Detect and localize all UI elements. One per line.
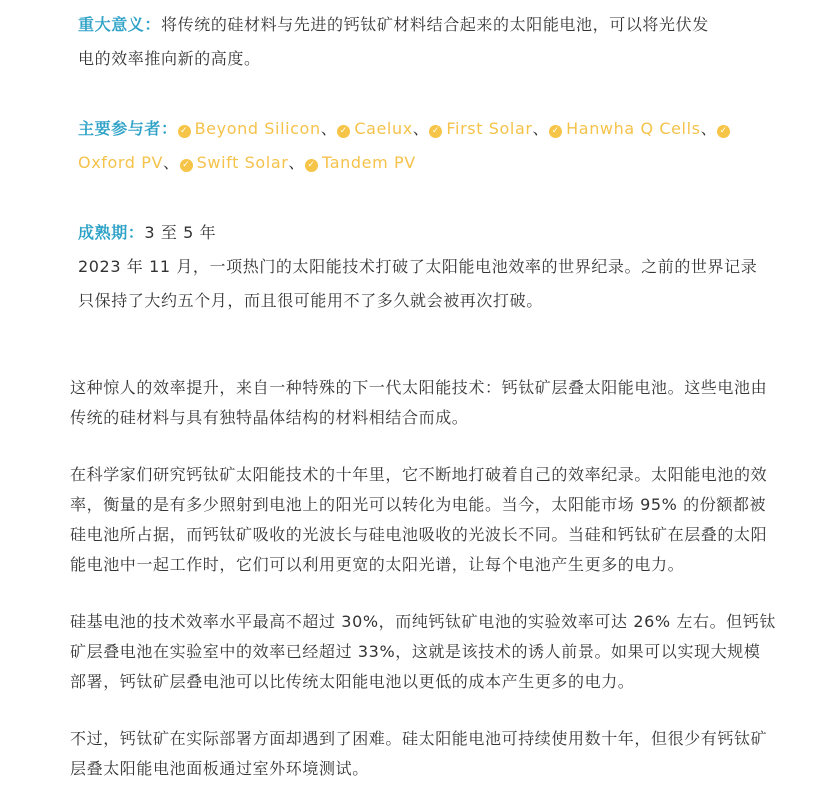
participants-block — [78, 112, 746, 180]
participants-line-2: Oxford PV、 ✓ Swift Solar、 ✓ Tandem PV — [78, 153, 416, 172]
link-badge-icon: ✓ — [305, 159, 318, 172]
maturity-line — [78, 216, 746, 250]
company-link[interactable]: ✓ Hanwha Q Cells — [549, 119, 700, 138]
paragraph: 在科学家们研究钙钛矿太阳能技术的十年里，它不断地打破着自己的效率纪录。太阳能电池的效 率，衡量的是有多少照射到电池上的阳光可以转化为电能。当今，太阳能市场 95% 的份额都被 硅电池所占据，而钙钛矿吸收的光波长与硅电池吸收的光波长不同。当硅和钙钛矿在层叠的太阳 能电池中一起工作时，它们可以利用更宽的太阳光谱，让每个电池产生更多的电力。 — [70, 465, 768, 574]
paragraph: 这种惊人的效率提升，来自一种特殊的下一代太阳能技术：钙钛矿层叠太阳能电池。这些电池由 传统的硅材料与具有独特晶体结构的材料相结合而成。 — [70, 378, 768, 427]
company-link[interactable]: ✓ Swift Solar — [180, 153, 289, 172]
link-badge-icon: ✓ — [429, 125, 442, 138]
company-link[interactable]: ✓ Caelux — [337, 119, 412, 138]
significance-line-1 — [78, 8, 746, 42]
paragraph: 硅基电池的技术效率水平最高不超过 30%，而纯钙钛矿电池的实验效率可达 26% 左右。但钙钛 矿层叠电池在实验室中的效率已经超过 33%，这就是该技术的诱人前景。如果可以实现大规模 部署，钙钛矿层叠电池可以比传统太阳能电池以更低的成本产生更多的电力。 — [70, 612, 776, 691]
company-link[interactable]: ✓ Tandem PV — [305, 153, 416, 172]
link-badge-icon: ✓ — [549, 125, 562, 138]
article-body — [70, 607, 776, 697]
link-badge-icon: ✓ — [178, 125, 191, 138]
significance-label: 重大意义： — [78, 15, 162, 34]
article-body — [70, 724, 768, 784]
participants-label: 主要参与者： — [78, 119, 178, 138]
significance-line-2 — [78, 42, 746, 76]
maturity-text-1: 2023 年 11 月，一项热门的太阳能技术打破了太阳能电池效率的世界纪录。之前的世界记录 — [78, 257, 758, 276]
maturity-value: 3 至 5 年 — [144, 223, 217, 242]
link-badge-icon: ✓ — [717, 125, 730, 138]
significance-text-1: 将传统的硅材料与先进的钙钛矿材料结合起来的太阳能电池，可以将光伏发 — [161, 15, 709, 34]
significance-text-2: 电的效率推向新的高度。 — [78, 49, 261, 68]
maturity-text-2: 只保持了大约五个月，而且很可能用不了多久就会被再次打破。 — [78, 291, 543, 310]
company-link[interactable]: Oxford PV — [78, 153, 164, 172]
article-body — [70, 373, 768, 433]
link-badge-icon: ✓ — [180, 159, 193, 172]
significance-block — [78, 8, 746, 76]
maturity-label: 成熟期： — [78, 223, 145, 242]
company-link[interactable]: ✓ Beyond Silicon — [178, 119, 321, 138]
maturity-block — [78, 216, 758, 318]
participants-line-1: 主要参与者： ✓ Beyond Silicon、 ✓ Caelux、 ✓ First Solar、 ✓ Hanwha Q Cells、 ✓ — [78, 112, 746, 146]
company-link[interactable]: ✓ First Solar — [429, 119, 532, 138]
link-badge-icon: ✓ — [337, 125, 350, 138]
paragraph: 不过，钙钛矿在实际部署方面却遇到了困难。硅太阳能电池可持续使用数十年，但很少有钙钛矿 层叠太阳能电池面板通过室外环境测试。 — [70, 729, 768, 778]
article-body — [70, 460, 768, 580]
